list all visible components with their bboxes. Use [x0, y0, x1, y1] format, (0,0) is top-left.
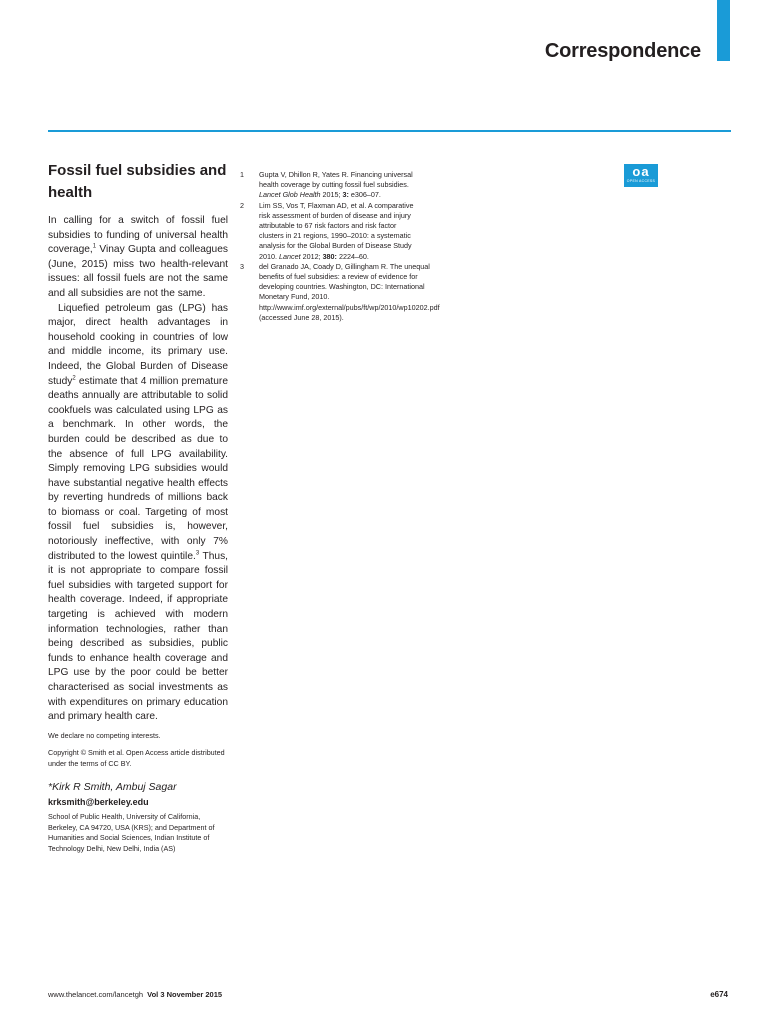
reference-item	[240, 170, 422, 201]
header-rule	[48, 130, 731, 132]
footer-url[interactable]: www.thelancet.com/lancetgh	[48, 990, 144, 999]
author-email[interactable]: krksmith@berkeley.edu	[48, 797, 149, 808]
footer-issue: Vol 3 November 2015	[147, 990, 223, 999]
reference-item	[240, 261, 440, 323]
citation-3[interactable]: 3	[195, 550, 200, 557]
body-paragraph: In calling for a switch of fossil fuel subsidies to funding of universal health coverage,$^1$ Vinay Gupta and colleagues (June, 2015) miss two health-relevant issues: all fossil fuels are not the same and all subsidies are not the same.	[48, 215, 228, 299]
reference-number: 3	[240, 261, 244, 271]
reference-text: Lim SS, Vos T, Flaxman AD, et al. A comparative risk assessment of burden of disease and injury attributable to 67 risk factors and risk factor clusters in 21 regions, 1990–2010: a systematic analysis for the Global Burden of Disease Study 2010. Lancet 2012; 380: 2224–60.	[259, 200, 414, 261]
reference-item	[240, 201, 422, 262]
reference-text: Gupta V, Dhillon R, Yates R. Financing universal health coverage by cutting fossil fuel subsidies. Lancet Glob Health 2015; 3: e306–07.	[259, 170, 413, 200]
section-tab-bar	[717, 0, 730, 61]
reference-text[interactable]: del Granado JA, Coady D, Gillingham R. The unequal benefits of fuel subsidies: a review of evidence for developing countries. Washington, DC: International Monetary Fund, 2010. http://www.imf.org/external/pubs/ft/wp/2010/wp10202.pdf (accessed June 28, 2015).	[259, 261, 440, 322]
page-number: e674	[710, 990, 728, 999]
reference-number: 2	[240, 200, 244, 210]
article-title: Fossil fuel subsidies and health	[48, 162, 227, 201]
references-list	[240, 170, 440, 323]
article-body	[48, 214, 228, 725]
article-column	[48, 160, 228, 854]
author-affiliation: School of Public Health, University of California, Berkeley, CA 94720, USA (KRS); and Department of Humanities and Social Sciences, Indian Institute of Technology Delhi, New Delhi, India (AS)	[48, 812, 215, 853]
copyright-notice: Copyright © Smith et al. Open Access article distributed under the terms of CC BY.	[48, 748, 225, 768]
competing-interests: We declare no competing interests.	[48, 730, 161, 740]
author-names: *Kirk R Smith, Ambuj Sagar	[48, 781, 177, 794]
footer-journal	[48, 990, 222, 1000]
reference-number: 1	[240, 170, 244, 179]
body-paragraph: Liquefied petroleum gas (LPG) has major, direct health advantages in household cooking in countries of low and middle income, its primary use. Indeed, the Global Burden of Disease study$^2$ estimate that 4 million premature deaths annually are attributable to solid cookfuels was calculated using LPG as a benchmark. In other words, the burden could be described as due to the absence of full LPG availability. Simply removing LPG subsidies would have substantial negative health effects by reverting hundreds of millions back to biomass or coal. Targeting of most fossil fuel subsidies is, however, notoriously ineffective, with only 7% distributed to the lowest quintile.$^3$ Thus, it is not appropriate to compare fossil fuel subsidies with targeted support for health coverage. Indeed, if appropriate targeting is achieved with modern information technologies, rather than being described as subsidies, public funds to enhance health coverage and LPG use by the poor could be better characterised as social investments as with expenditures on primary education and primary health care.	[48, 302, 228, 723]
citation-2[interactable]: 2	[72, 375, 76, 382]
citation-1[interactable]: 1	[92, 243, 97, 250]
section-title: Correspondence	[544, 40, 701, 62]
open-access-icon: oa OPEN ACCESS	[624, 164, 658, 187]
